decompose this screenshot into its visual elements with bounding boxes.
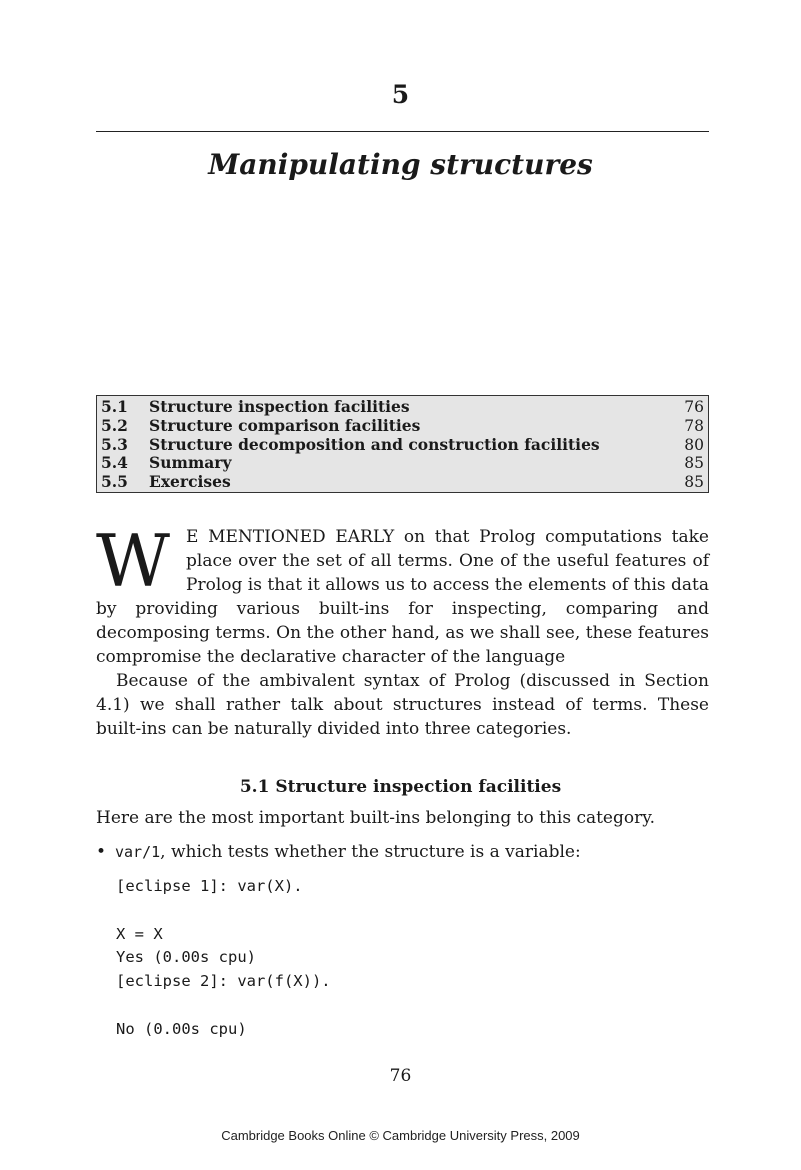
toc-entry[interactable] bbox=[97, 454, 708, 473]
toc-entry-title: Structure decomposition and construction facilities bbox=[149, 434, 600, 454]
toc-entry-title: Summary bbox=[149, 453, 232, 473]
toc-entry-title: Structure inspection facilities bbox=[149, 397, 410, 416]
section-intro-paragraph: Here are the most important built-ins belonging to this category. bbox=[96, 808, 655, 828]
bullet-icon: • bbox=[96, 842, 107, 862]
toc-entry-page: 80 bbox=[684, 435, 704, 454]
toc-entry[interactable] bbox=[97, 473, 708, 492]
toc-entry-page: 78 bbox=[684, 416, 704, 435]
toc-entry-number: 5.4 bbox=[101, 453, 128, 473]
toc-entry-page: 85 bbox=[684, 473, 704, 492]
section-heading: 5.1 Structure inspection facilities bbox=[239, 777, 562, 797]
chapter-contents-box bbox=[96, 395, 709, 493]
bullet-text: , which tests whether the structure is a variable: bbox=[160, 842, 581, 862]
builtin-name: var/1 bbox=[115, 843, 161, 861]
chapter-title: Manipulating structures bbox=[208, 148, 593, 181]
bullet-item bbox=[96, 840, 709, 864]
copyright-footer: Cambridge Books Online © Cambridge University Press, 2009 bbox=[221, 1128, 580, 1143]
toc-entry[interactable] bbox=[97, 436, 708, 455]
toc-entry-number: 5.3 bbox=[101, 434, 128, 454]
toc-entry-number: 5.1 bbox=[101, 397, 128, 416]
toc-entry-title: Exercises bbox=[149, 472, 231, 492]
chapter-number: 5 bbox=[391, 80, 410, 109]
toc-entry-title: Structure comparison facilities bbox=[149, 415, 421, 435]
intro-paragraph-2: Because of the ambivalent syntax of Prolog (discussed in Section 4.1) we shall rather talk about structures instead of terms. These built-ins can be naturally divided into three categories. bbox=[96, 671, 709, 739]
toc-entry[interactable] bbox=[97, 398, 708, 417]
toc-entry-page: 85 bbox=[684, 454, 704, 473]
toc-entry[interactable] bbox=[97, 417, 708, 436]
toc-entry-number: 5.5 bbox=[101, 472, 128, 492]
code-example: [eclipse 1]: var(X). X = X Yes (0.00s cpu) [eclipse 2]: var(f(X)). No (0.00s cpu) bbox=[116, 877, 331, 1038]
chapter-rule bbox=[96, 131, 709, 132]
page-number: 76 bbox=[389, 1066, 412, 1086]
toc-entry-number: 5.2 bbox=[101, 415, 128, 435]
toc-entry-page: 76 bbox=[684, 398, 704, 416]
intro-paragraph-1: E MENTIONED EARLY on that Prolog computations take place over the set of all terms. One of the useful features of Prolog is that it allows us to access the elements of this data by providing various built-ins for inspecting, comparing and decomposing terms. On the other hand, as we shall see, these features compromise the declarative character of the language bbox=[96, 527, 709, 667]
drop-cap: W bbox=[96, 519, 171, 603]
chapter-introduction bbox=[96, 519, 709, 741]
